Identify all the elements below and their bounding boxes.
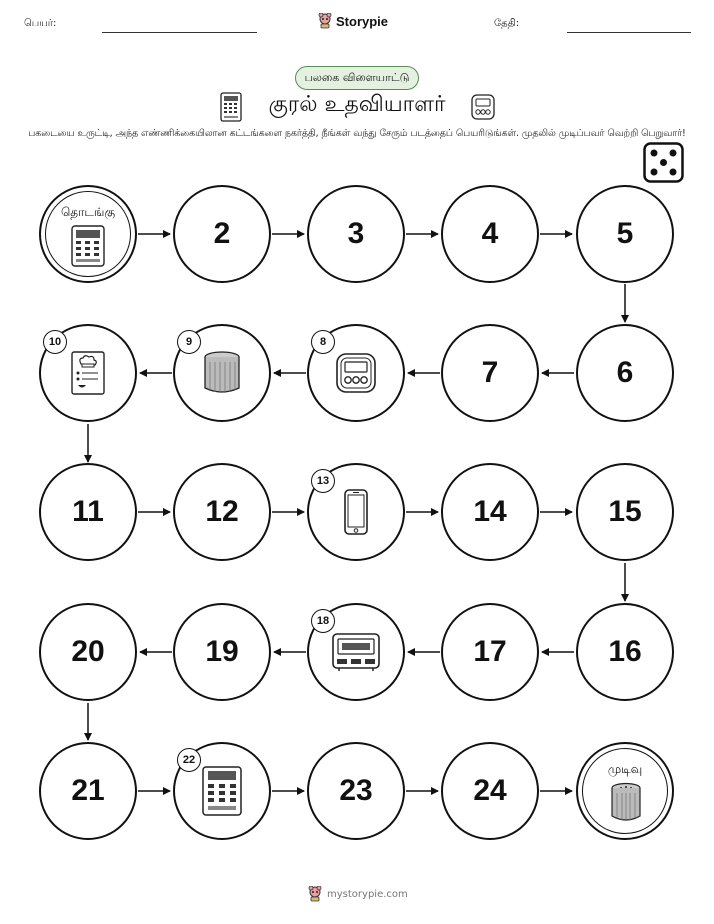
board-space-13 <box>307 463 405 561</box>
space-number-badge: 18 <box>311 609 335 633</box>
board-space-8 <box>307 324 405 422</box>
space-number: 14 <box>473 495 507 528</box>
board-space-19 <box>173 603 271 701</box>
smart-speaker-icon <box>609 782 643 824</box>
board-space-17 <box>441 603 539 701</box>
board-space-11 <box>39 463 137 561</box>
board-space-22 <box>173 742 271 840</box>
appliance-panel-icon <box>201 765 243 817</box>
appliance-panel-icon <box>71 225 105 267</box>
board-space-4 <box>441 185 539 283</box>
space-number-badge: 9 <box>177 330 201 354</box>
finish-label: முடிவு <box>607 762 643 776</box>
space-number: 2 <box>213 217 231 250</box>
space-number-badge: 8 <box>311 330 335 354</box>
board-space-2 <box>173 185 271 283</box>
timer-icon <box>334 351 378 395</box>
storypie-mascot-icon <box>308 886 322 902</box>
finish-space <box>576 742 674 840</box>
space-number: 12 <box>205 495 239 528</box>
footer <box>308 886 408 902</box>
game-type-badge: பலகை விளையாட்டு <box>295 66 419 90</box>
space-number: 23 <box>339 774 373 807</box>
footer-site-link[interactable]: mystorypie.com <box>327 888 408 900</box>
recipe-card-icon <box>70 350 106 396</box>
smart-speaker-icon <box>202 350 242 396</box>
space-number: 16 <box>608 635 642 668</box>
space-number: 24 <box>473 774 507 807</box>
space-number: 21 <box>71 774 105 807</box>
board-space-15 <box>576 463 674 561</box>
instructions-text: பகடையை உருட்டி, அந்த எண்ணிக்கையிலான கட்டங்களை நகர்த்தி, நீங்கள் வந்து சேரும் படத்தைப் பெயரிடுங்கள். முதலில் முடிப்பவர் வெற்றி பெறுவார்! <box>28 128 686 139</box>
start-space <box>39 185 137 283</box>
space-number: 20 <box>71 635 105 668</box>
space-number-badge: 22 <box>177 748 201 772</box>
space-number: 4 <box>481 217 499 250</box>
brand-name: Storypie <box>336 13 389 29</box>
space-number: 11 <box>72 495 104 528</box>
board-space-23 <box>307 742 405 840</box>
board-space-3 <box>307 185 405 283</box>
space-number: 19 <box>205 635 239 668</box>
board-space-16 <box>576 603 674 701</box>
board-space-6 <box>576 324 674 422</box>
space-number: 6 <box>616 356 634 389</box>
countdown-display-icon <box>331 632 381 672</box>
space-number: 17 <box>473 635 507 668</box>
space-number: 3 <box>347 217 365 250</box>
start-label: தொடங்கு <box>60 205 116 219</box>
board-space-20 <box>39 603 137 701</box>
board-space-24 <box>441 742 539 840</box>
board-space-21 <box>39 742 137 840</box>
board-space-12 <box>173 463 271 561</box>
space-number-badge: 10 <box>43 330 67 354</box>
page-title: குரல் உதவியாளர் <box>268 92 446 117</box>
date-label: தேதி: <box>494 18 520 29</box>
space-number: 15 <box>608 495 642 528</box>
board-space-7 <box>441 324 539 422</box>
board-space-9 <box>173 324 271 422</box>
space-number: 5 <box>616 217 634 250</box>
space-number-badge: 13 <box>311 469 335 493</box>
board-space-5 <box>576 185 674 283</box>
board-space-14 <box>441 463 539 561</box>
board-space-10 <box>39 324 137 422</box>
smartphone-icon <box>343 488 369 536</box>
name-label: பெயர்: <box>24 18 57 29</box>
space-number: 7 <box>481 356 499 389</box>
board-space-18 <box>307 603 405 701</box>
